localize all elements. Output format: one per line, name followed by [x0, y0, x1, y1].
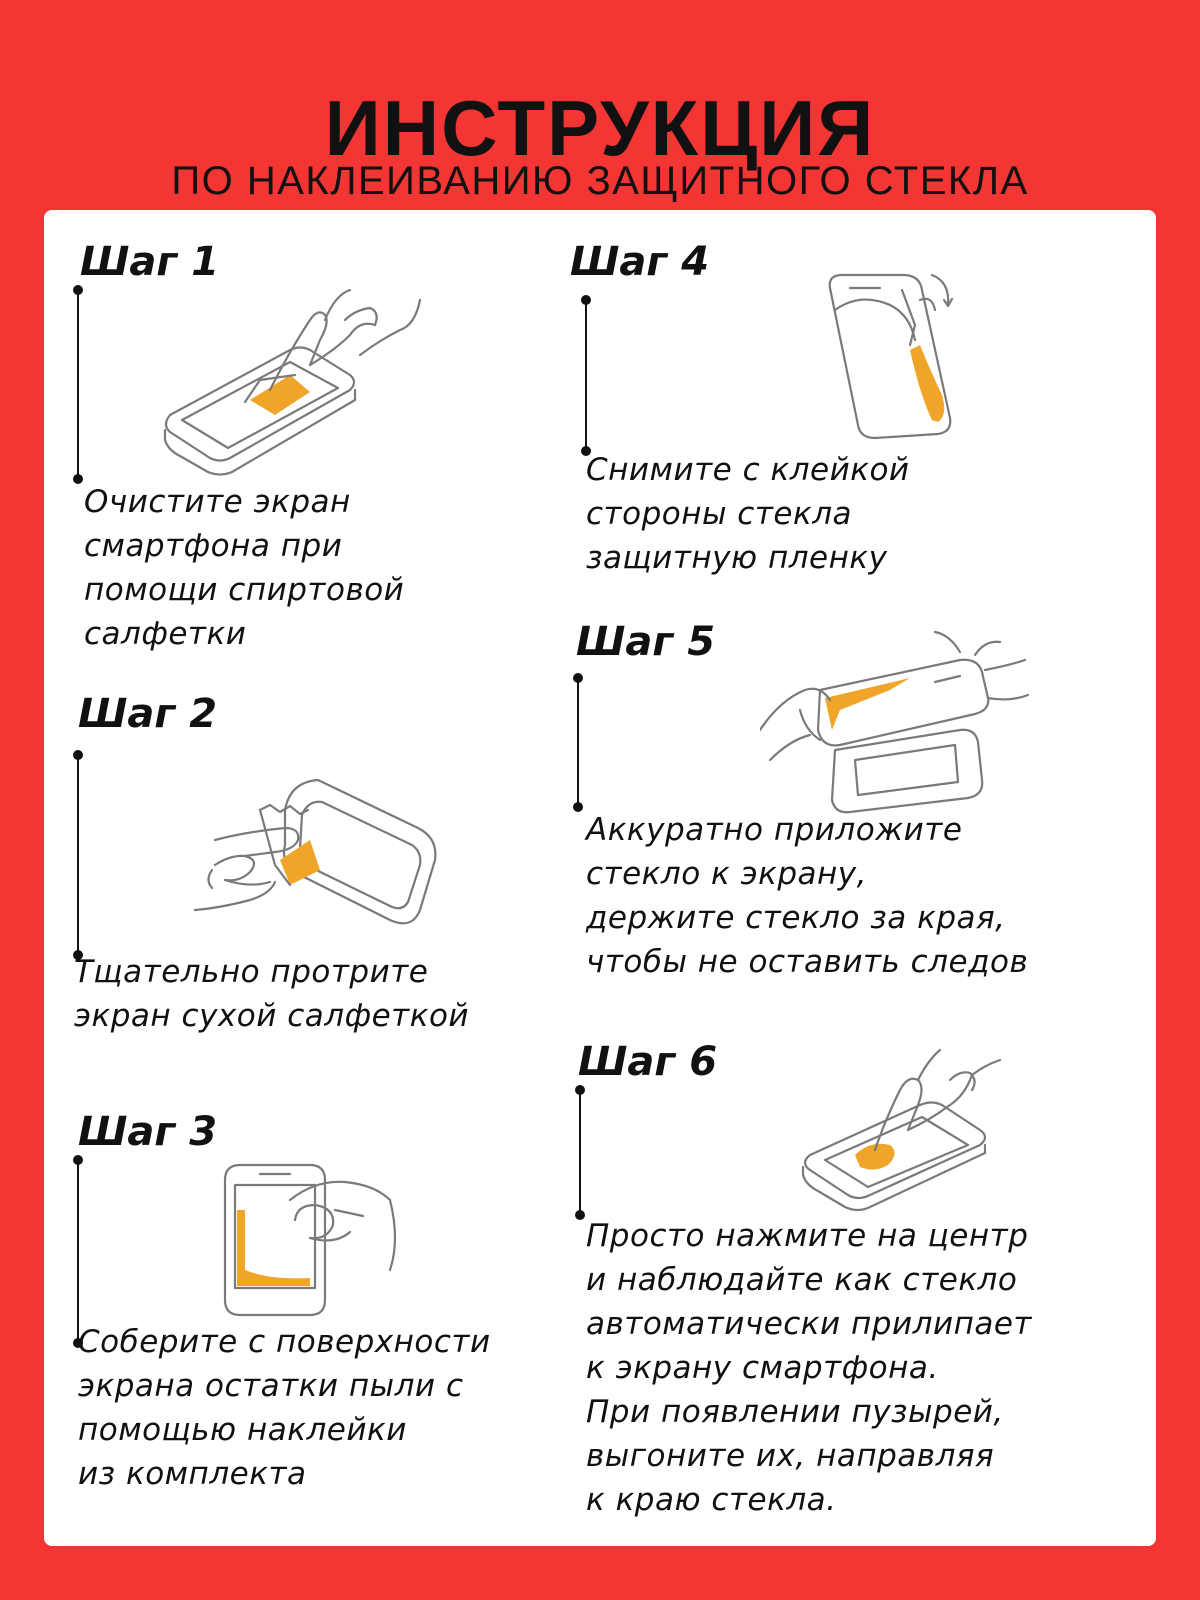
dust-sticker-icon	[215, 1160, 415, 1320]
step-1-line-end	[73, 474, 83, 484]
page-subtitle: ПО НАКЛЕИВАНИЮ ЗАЩИТНОГО СТЕКЛА	[171, 159, 1029, 203]
step-2-line	[77, 755, 79, 955]
step-2-title: Шаг 2	[78, 691, 218, 737]
wipe-with-alcohol-napkin-icon	[160, 280, 430, 480]
step-5-title: Шаг 5	[576, 619, 716, 665]
step-1-title: Шаг 1	[80, 239, 220, 285]
step-1-line	[77, 290, 79, 478]
step-6-line-end	[575, 1210, 585, 1220]
step-5-line	[577, 678, 579, 806]
step-3-line	[77, 1160, 79, 1342]
page-title: ИНСТРУКЦИЯ	[324, 84, 876, 172]
step-3-text: Соберите с поверхности экрана остатки пыли с помощью наклейки из комплекта	[78, 1324, 491, 1492]
step-6-line	[579, 1090, 581, 1214]
step-6-title: Шаг 6	[578, 1039, 718, 1085]
press-center-icon	[800, 1045, 1040, 1215]
dry-cloth-wipe-icon	[190, 770, 450, 945]
step-1-text: Очистите экран смартфона при помощи спиртовой салфетки	[84, 484, 405, 652]
step-5-line-end	[573, 802, 583, 812]
step-4-text: Снимите с клейкой стороны стекла защитную пленку	[586, 452, 910, 576]
step-4-line	[585, 300, 587, 450]
step-2-text: Тщательно протрите экран сухой салфеткой	[74, 954, 470, 1034]
step-6-text: Просто нажмите на центр и наблюдайте как стекло автоматически прилипает к экрану смартфона. При появлении пузырей, выгоните их, направляя к краю стекла.	[586, 1218, 1032, 1518]
step-3-title: Шаг 3	[78, 1109, 218, 1155]
apply-glass-icon	[760, 630, 1030, 820]
step-4-title: Шаг 4	[570, 239, 710, 285]
peel-film-icon	[820, 270, 970, 450]
step-5-text: Аккуратно приложите стекло к экрану, держите стекло за края, чтобы не оставить следов	[586, 812, 1029, 980]
